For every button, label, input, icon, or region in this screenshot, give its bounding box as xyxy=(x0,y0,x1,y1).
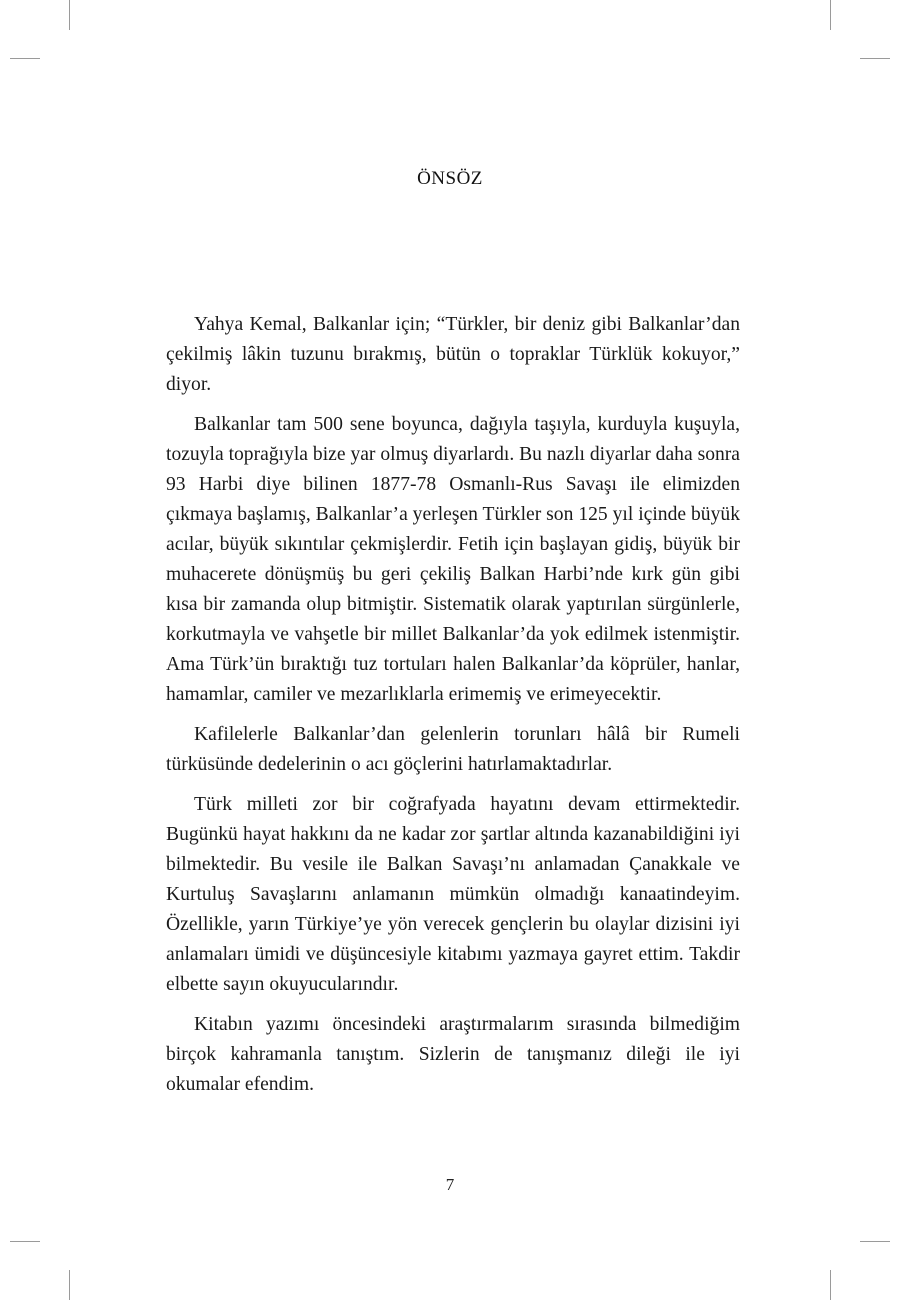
crop-mark-bottom-right xyxy=(830,1270,831,1300)
preface-body xyxy=(166,310,740,1110)
crop-mark-left-top xyxy=(10,58,40,59)
crop-mark-top-right xyxy=(830,0,831,30)
paragraph-1: Yahya Kemal, Balkanlar için; “Türkler, bir deniz gibi Balkanlar’dan çekilmiş lâkin tuzunu bırakmış, bütün o topraklar Türklük kokuyor,” diyor. xyxy=(166,314,740,395)
crop-mark-left-bottom xyxy=(10,1241,40,1242)
paragraph-2: Balkanlar tam 500 sene boyunca, dağıyla taşıyla, kurduyla kuşuyla, tozuyla toprağıyla bize yar olmuş diyarlardı. Bu nazlı diyarlar daha sonra 93 Harbi diye bilinen 1877-78 Osmanlı-Rus Savaşı ile elimizden çıkmaya başlamış, Balkanlar’a yerleşen Türkler son 125 yıl içinde büyük acılar, büyük sıkıntılar çekmişlerdir. Fetih için başlayan gidiş, büyük bir muhacerete dönüşmüş bu geri çekiliş Balkan Harbi’nde kırk gün gibi kısa bir zamanda olup bitmiştir. Sistematik olarak yaptırılan sürgünlerle, korkutmayla ve vahşetle bir millet Balkanlar’da yok edilmek istenmiştir. Ama Türk’ün bıraktığı tuz tortuları halen Balkanlar’da köprüler, hanlar, hamamlar, camiler ve mezarlıklarla erimemiş ve erimeyecektir. xyxy=(166,414,741,705)
crop-mark-top-left xyxy=(69,0,70,30)
page-number: 7 xyxy=(445,1175,455,1194)
paragraph-5: Kitabın yazımı öncesindeki araştırmalarım sırasında bilmediğim birçok kahramanla tanıştım. Sizlerin de tanışmanız dileği ile iyi okumalar efendim. xyxy=(166,1014,740,1095)
paragraph-4: Türk milleti zor bir coğrafyada hayatını devam ettirmektedir. Bugünkü hayat hakkını da ne kadar zor şartlar altında kazanabildiğini iyi bilmektedir. Bu vesile ile Balkan Savaşı’nı anlamadan Çanakkale ve Kurtuluş Savaşlarını anlamanın mümkün olmadığı kanaatindeyim. Özellikle, yarın Türkiye’ye yön verecek gençlerin bu olaylar dizisini iyi anlamaları ümidi ve düşüncesiyle kitabımı yazmaya gayret ettim. Takdir elbette sayın okuyucularındır. xyxy=(166,794,740,995)
crop-mark-right-bottom xyxy=(860,1241,890,1242)
paragraph-3: Kafilelerle Balkanlar’dan gelenlerin torunları hâlâ bir Rumeli türküsünde dedelerinin o acı göçlerini hatırlamaktadırlar. xyxy=(166,724,740,775)
crop-mark-right-top xyxy=(860,58,890,59)
crop-mark-bottom-left xyxy=(69,1270,70,1300)
chapter-title: ÖNSÖZ xyxy=(417,168,483,189)
